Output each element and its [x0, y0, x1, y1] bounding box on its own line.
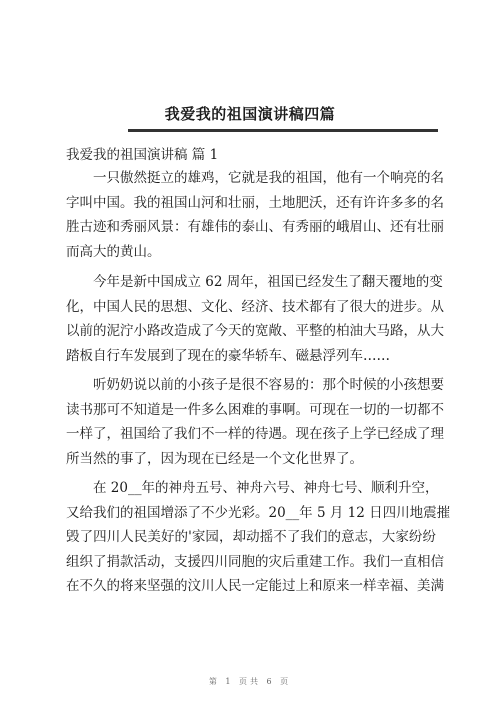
- title-divider: [128, 129, 438, 132]
- text-line: 以前的泥泞小路改造成了今天的宽敞、平整的柏油大马路，从大: [66, 323, 444, 339]
- text-line: 毁了四川人民美好的'家园，却动摇不了我们的意志，大家纷纷: [66, 529, 436, 545]
- text-line: 化，中国人民的思想、文化、经济、技术都有了很大的进步。从: [66, 298, 444, 315]
- text-line: 又给我们的祖国增添了不少光彩。20__年 5 月 12 日四川地震摧: [66, 504, 451, 521]
- paragraph-2: [66, 270, 444, 368]
- text-line: 踏板自行车发展到了现在的豪华轿车、磁悬浮列车……: [66, 347, 390, 364]
- text-line: 一只傲然挺立的雄鸡，它就是我的祖国，他有一个响亮的名: [93, 170, 444, 186]
- text-line: 胜古迹和秀丽风景：有雄伟的泰山、有秀丽的峨眉山、还有壮丽: [66, 219, 444, 235]
- paragraph-4: [66, 476, 451, 599]
- text-line: 所当然的事了，因为现在已经是一个文化世界了。: [66, 450, 363, 467]
- section-heading: 我爱我的祖国演讲稿 篇 1: [66, 147, 219, 163]
- paragraph-3: [66, 373, 444, 471]
- paragraph-1: [66, 166, 444, 264]
- text-line: 字叫中国。我的祖国山河和壮丽，土地肥沃，还有许许多多的名: [66, 194, 444, 211]
- text-line: 在不久的将来坚强的汶川人民一定能过上和原来一样幸福、美满: [66, 578, 444, 594]
- page-footer: 第 1 页共 6 页: [208, 677, 292, 686]
- text-line: 听奶奶说以前的小孩子是很不容易的：那个时候的小孩想要: [93, 377, 444, 393]
- text-line: 一样了，祖国给了我们不一样的待遇。现在孩子上学已经成了理: [66, 426, 444, 442]
- text-line: 在 20__年的神舟五号、神舟六号、神舟七号、顺利升空，: [93, 480, 439, 496]
- text-line: 而高大的黄山。: [66, 243, 161, 260]
- page-title: 我爱我的祖国演讲稿四篇: [164, 105, 336, 123]
- text-line: 组织了捐款活动，支援四川同胞的灾后重建工作。我们一直相信: [66, 553, 444, 570]
- text-line: 今年是新中国成立 62 周年，祖国已经发生了翻天覆地的变: [93, 274, 443, 290]
- text-line: 读书那可不知道是一件多么困难的事啊。可现在一切的一切都不: [66, 401, 444, 418]
